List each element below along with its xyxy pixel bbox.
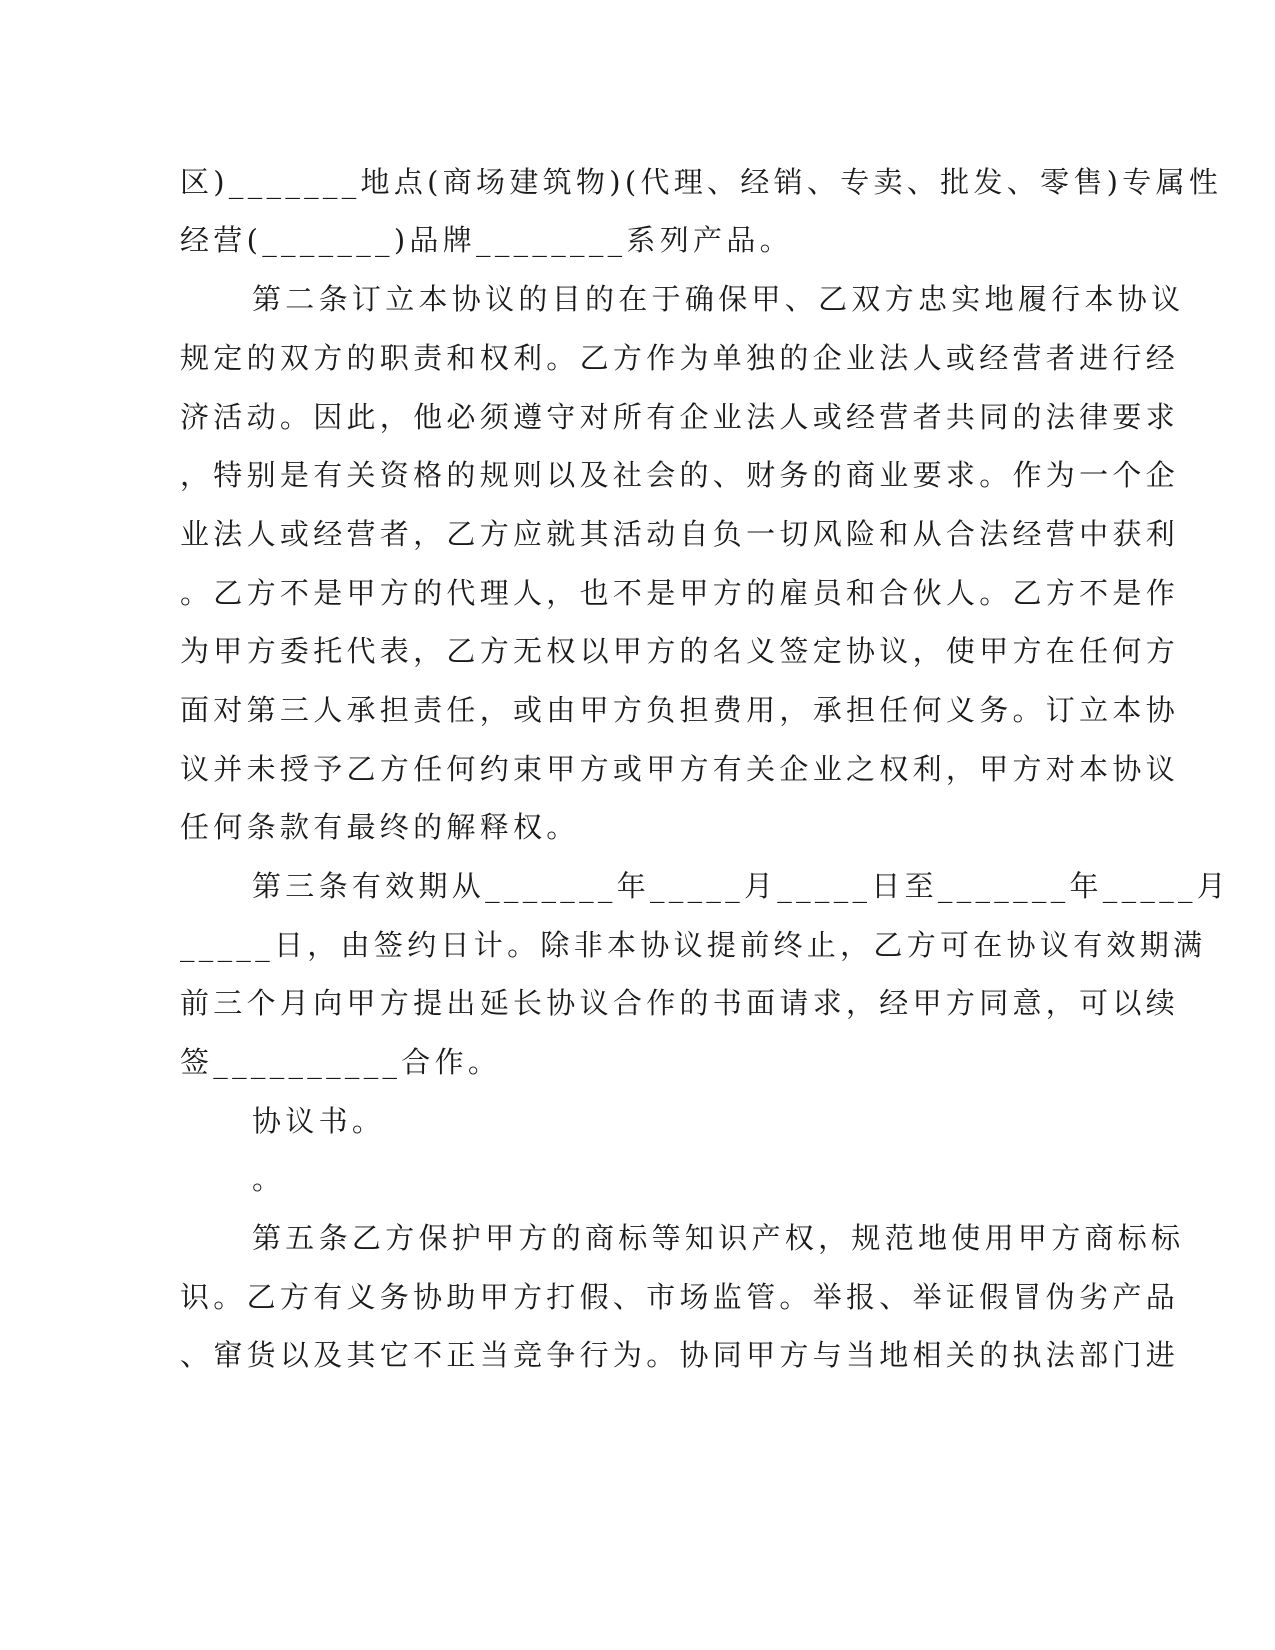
text-line: _____日，由签约日计。除非本协议提前终止，乙方可在协议有效期满 (180, 928, 1207, 962)
text-line: 区)_______地点(商场建筑物)(代理、经销、专卖、批发、零售)专属性 (180, 165, 1223, 199)
text-line: 济活动。因此，他必须遵守对所有企业法人或经营者共同的法律要求 (180, 400, 1180, 434)
paragraph-article-2-start: 第二条订立本协议的目的在于确保甲、乙双方忠实地履行本协议 (252, 282, 1185, 316)
text-line: ，特别是有关资格的规则以及社会的、财务的商业要求。作为一个企 (180, 458, 1180, 492)
paragraph-period: 。 (252, 1162, 286, 1196)
paragraph-article-3-start: 第三条有效期从_______年_____月_____日至_______年_____月 (252, 869, 1231, 903)
text-line: 任何条款有最终的解释权。 (180, 810, 580, 844)
text-line: 、窜货以及其它不正当竞争行为。协同甲方与当地相关的执法部门进 (180, 1338, 1180, 1372)
text-line: 前三个月向甲方提出延长协议合作的书面请求，经甲方同意，可以续 (180, 986, 1180, 1020)
paragraph-agreement: 协议书。 (252, 1104, 386, 1138)
text-line: 业法人或经营者，乙方应就其活动自负一切风险和从合法经营中获利 (180, 517, 1180, 551)
text-line: 议并未授予乙方任何约束甲方或甲方有关企业之权利，甲方对本协议 (180, 752, 1180, 786)
text-line: 识。乙方有义务协助甲方打假、市场监管。举报、举证假冒伪劣产品 (180, 1280, 1180, 1314)
text-line: 面对第三人承担责任，或由甲方负担费用，承担任何义务。订立本协 (180, 693, 1180, 727)
text-line: 签__________合作。 (180, 1045, 502, 1079)
paragraph-article-5-start: 第五条乙方保护甲方的商标等知识产权，规范地使用甲方商标标 (252, 1221, 1185, 1255)
text-line: 经营(_______)品牌________系列产品。 (180, 223, 793, 257)
text-line: 为甲方委托代表，乙方无权以甲方的名义签定协议，使甲方在任何方 (180, 634, 1180, 668)
text-line: 。乙方不是甲方的代理人，也不是甲方的雇员和合伙人。乙方不是作 (180, 576, 1180, 610)
text-line: 规定的双方的职责和权利。乙方作为单独的企业法人或经营者进行经 (180, 341, 1180, 375)
